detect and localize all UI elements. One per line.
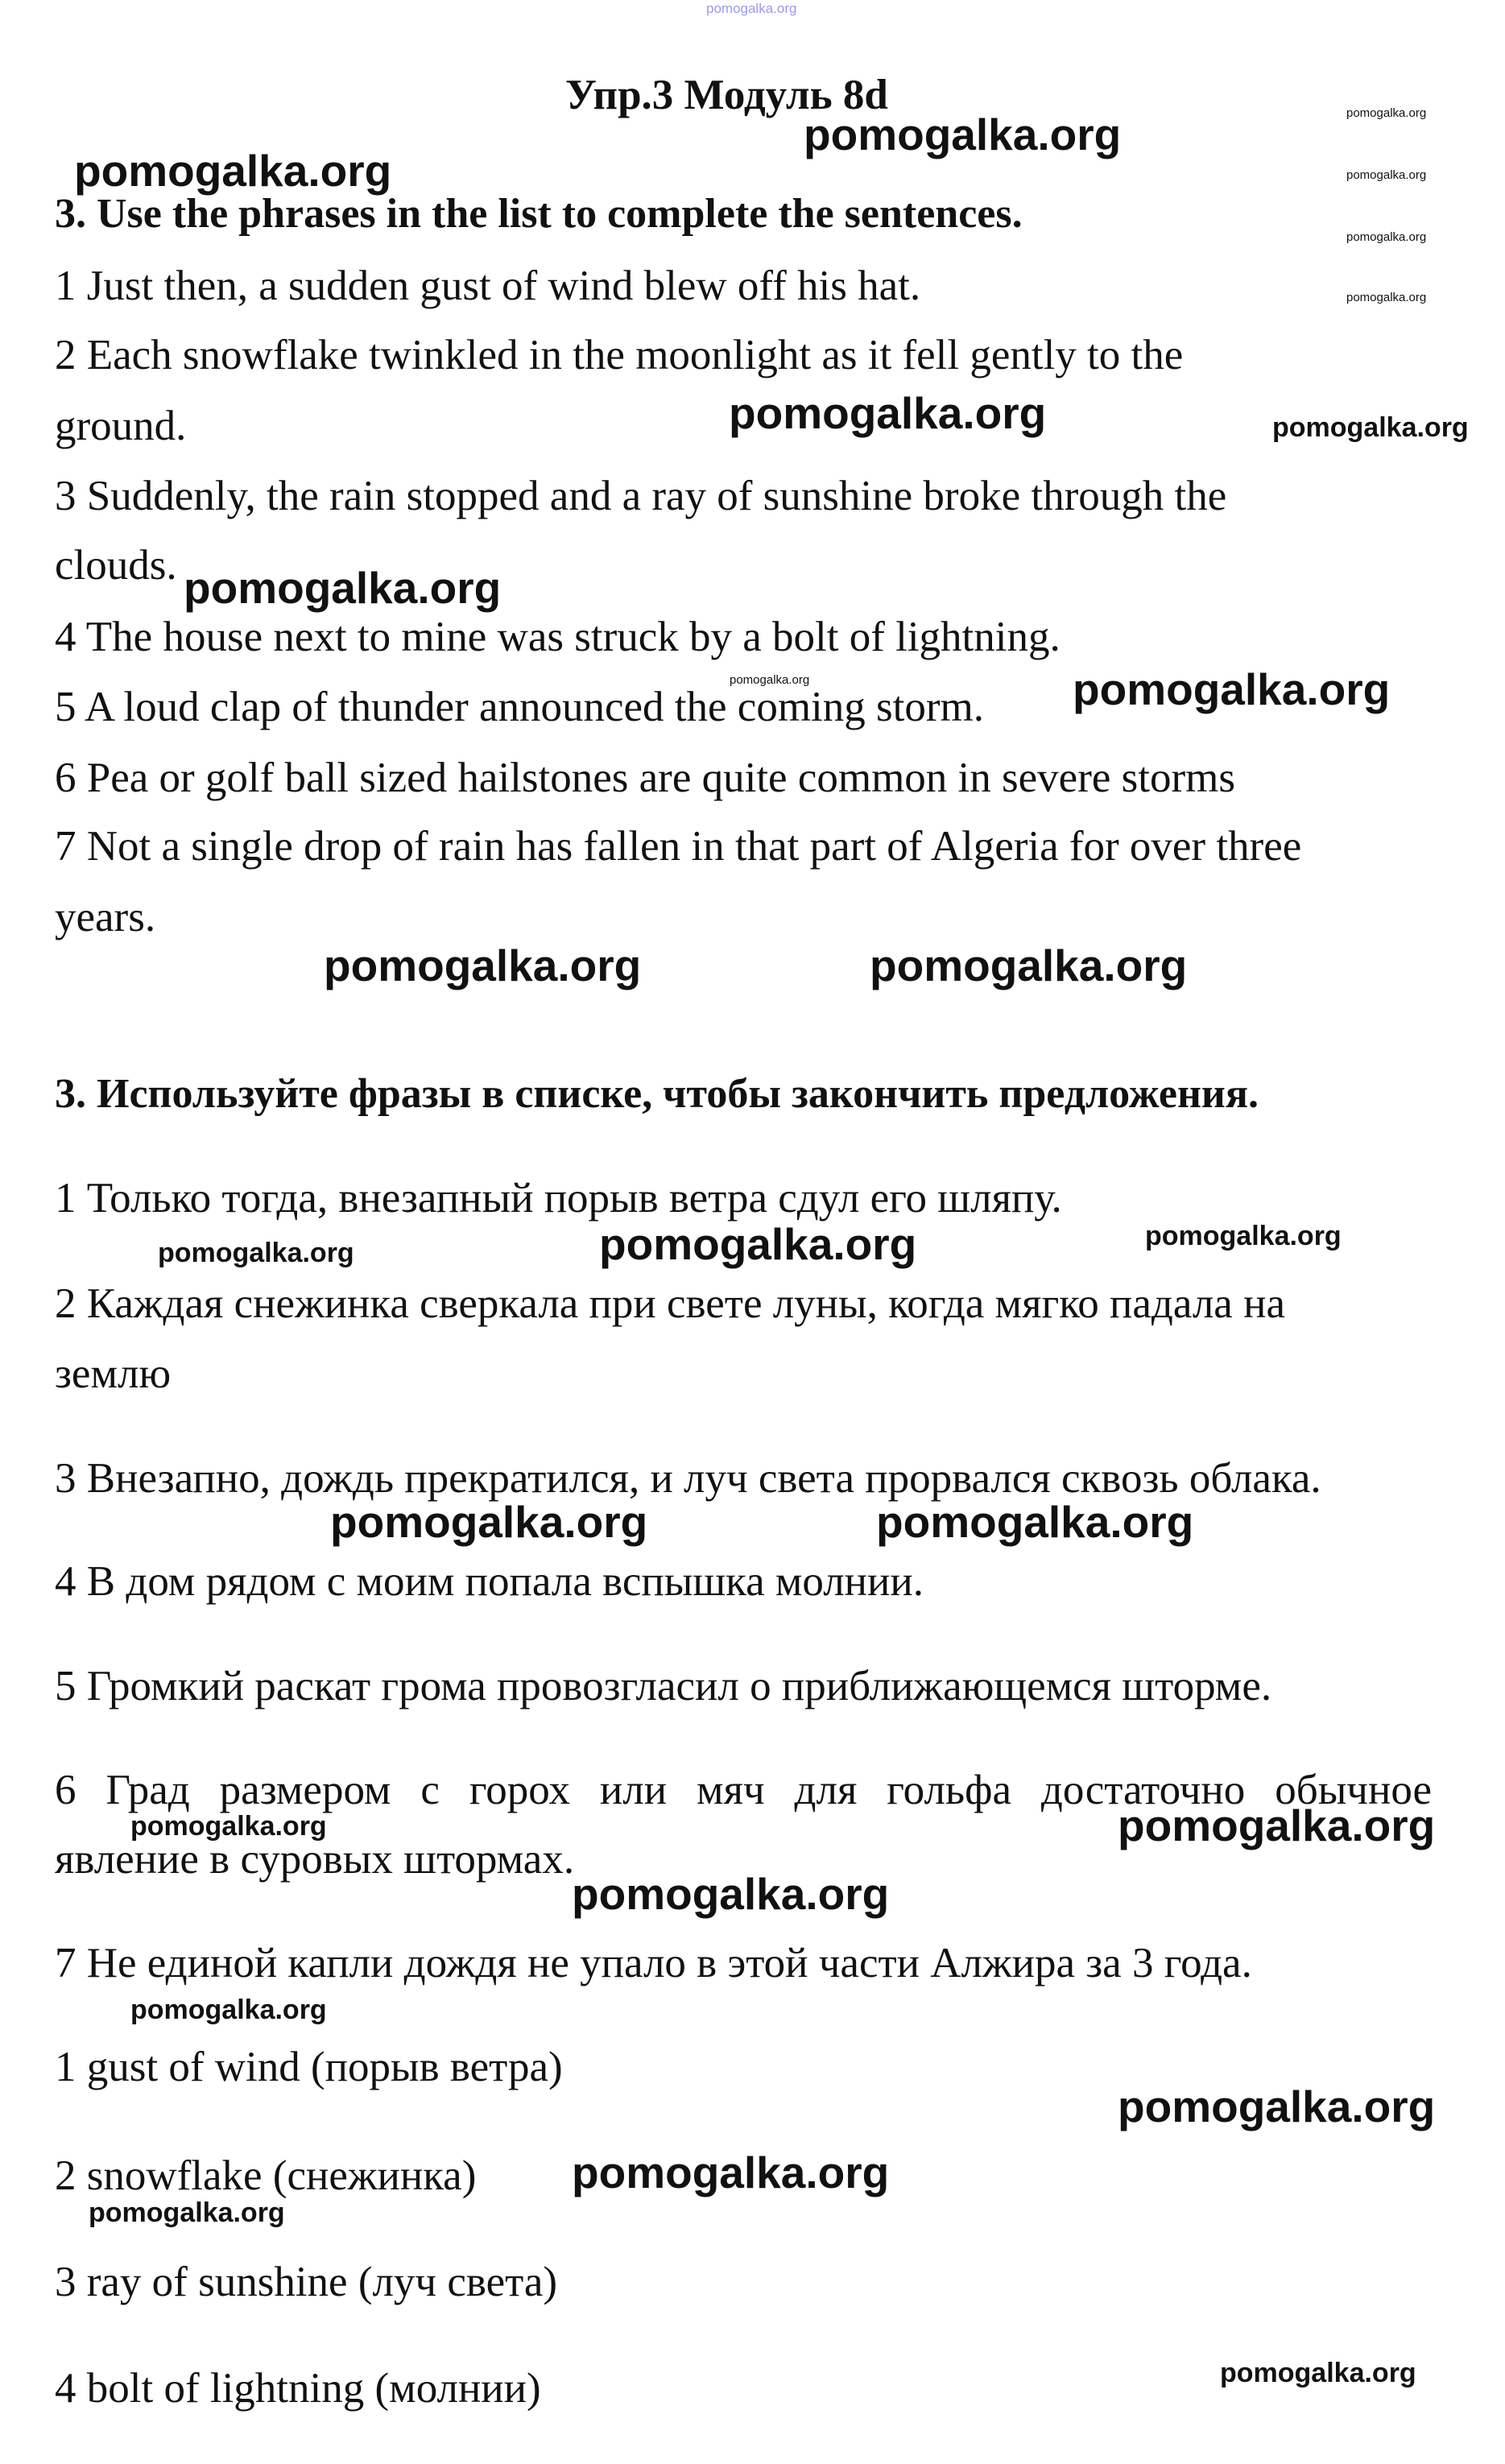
russian-line-3: землю (55, 1350, 172, 1397)
english-line-6: 4 The house next to mine was struck by a bolt of lightning. (55, 614, 1061, 660)
watermark: pomogalka.org (330, 1497, 648, 1547)
watermark: pomogalka.org (158, 1238, 354, 1268)
russian-line-4: 3 Внезапно, дождь прекратился, и луч света прорвался сквозь облака. (55, 1455, 1321, 1502)
russian-line-6: 5 Громкий раскат грома провозгласил о приближающемся шторме. (55, 1663, 1272, 1710)
watermark: pomogalka.org (1145, 1221, 1342, 1251)
english-line-3: ground. (55, 403, 187, 449)
watermark: pomogalka.org (1346, 291, 1427, 304)
russian-line-7: 6 Град размером с горох или мяч для гольфа достаточно обычное (55, 1767, 1432, 1813)
watermark: pomogalka.org (1118, 1800, 1436, 1850)
vocab-item-3: 3 ray of sunshine (луч света) (55, 2259, 558, 2305)
english-line-5: clouds. (55, 542, 177, 589)
watermark: pomogalka.org (599, 1219, 917, 1269)
vocab-item-1: 1 gust of wind (порыв ветра) (55, 2044, 563, 2090)
russian-line-2: 2 Каждая снежинка сверкала при свете луны, когда мягко падала на (55, 1280, 1285, 1327)
russian-line-5: 4 В дом рядом с моим попала вспышка молнии. (55, 1558, 924, 1605)
watermark: pomogalka.org (184, 563, 502, 613)
english-heading: 3. Use the phrases in the list to complete the sentences. (55, 191, 1023, 237)
watermark: pomogalka.org (324, 941, 642, 990)
watermark: pomogalka.org (729, 388, 1047, 438)
watermark: pomogalka.org (1346, 230, 1427, 244)
english-line-4: 3 Suddenly, the rain stopped and a ray of sunshine broke through the (55, 473, 1227, 519)
watermark: pomogalka.org (572, 1869, 890, 1919)
russian-line-8: явление в суровых штормах. (55, 1836, 575, 1883)
vocab-item-2: 2 snowflake (снежинка) (55, 2152, 477, 2199)
watermark: pomogalka.org (130, 1995, 327, 2025)
watermark: pomogalka.org (74, 146, 392, 196)
watermark: pomogalka.org (730, 673, 810, 687)
watermark: pomogalka.org (89, 2197, 285, 2228)
watermark: pomogalka.org (572, 2148, 890, 2197)
english-line-7: 5 A loud clap of thunder announced the coming storm. (55, 684, 984, 730)
russian-line-9: 7 Не единой капли дождя не упало в этой части Алжира за 3 года. (55, 1940, 1252, 1986)
english-line-8: 6 Pea or golf ball sized hailstones are quite common in severe storms (55, 754, 1235, 801)
watermark: pomogalka.org (1220, 2358, 1416, 2388)
english-line-2: 2 Each snowflake twinkled in the moonlight as it fell gently to the (55, 332, 1184, 378)
vocab-item-4: 4 bolt of lightning (молнии) (55, 2365, 541, 2412)
watermark: pomogalka.org (130, 1811, 327, 1842)
english-line-10: years. (55, 894, 156, 941)
russian-heading: 3. Используйте фразы в списке, чтобы закончить предложения. (55, 1071, 1259, 1117)
watermark: pomogalka.org (804, 110, 1122, 159)
english-line-9: 7 Not a single drop of rain has fallen in that part of Algeria for over three (55, 823, 1302, 870)
watermark: pomogalka.org (1272, 412, 1469, 443)
watermark: pomogalka.org (1346, 106, 1427, 120)
watermark-top: pomogalka.org (706, 1, 797, 16)
english-line-1: 1 Just then, a sudden gust of wind blew off his hat. (55, 263, 921, 309)
watermark: pomogalka.org (870, 941, 1188, 990)
watermark: pomogalka.org (1118, 2082, 1436, 2131)
watermark: pomogalka.org (1346, 168, 1427, 182)
watermark: pomogalka.org (1073, 664, 1391, 714)
russian-line-1: 1 Только тогда, внезапный порыв ветра сдул его шляпу. (55, 1175, 1062, 1222)
watermark: pomogalka.org (876, 1497, 1194, 1547)
page-title: Упр.3 Модуль 8d (565, 72, 888, 118)
